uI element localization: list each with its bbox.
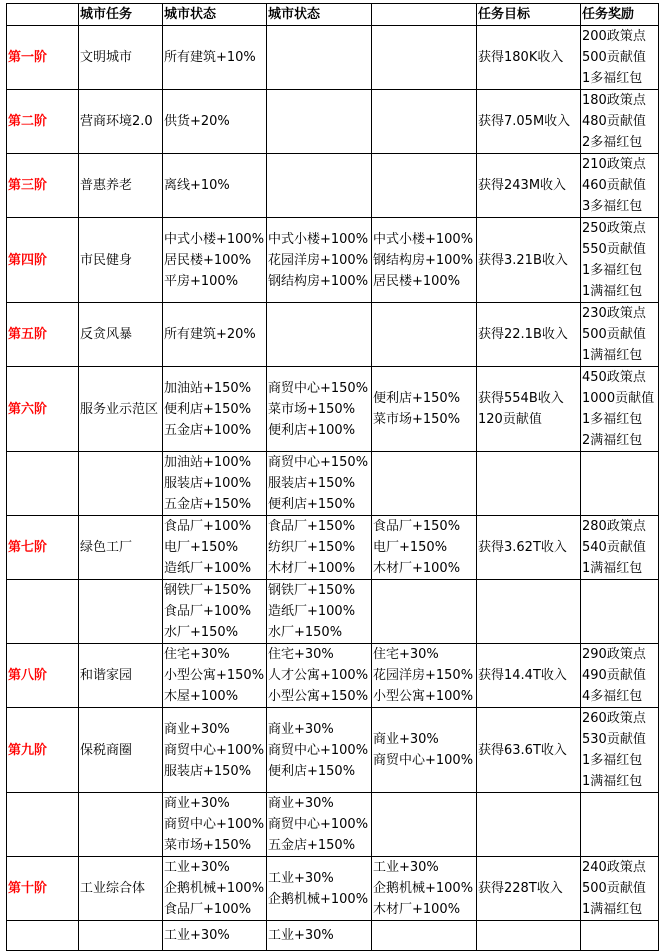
cell-line: 工业+30%: [268, 928, 334, 943]
cell-line: 商业+30%: [164, 796, 230, 811]
cell-line: 获得7.05M收入: [478, 114, 571, 129]
stage-cell: [7, 452, 79, 516]
cell-line: 商业+30%: [164, 721, 230, 737]
table-row: [7, 708, 659, 793]
stage-cell: 第六阶: [7, 367, 79, 452]
cell-line: 水厂+150%: [164, 625, 239, 640]
cell-line: 食品厂+100%: [164, 604, 252, 619]
reward-cell: [581, 580, 659, 644]
header-cell: 城市状态: [267, 4, 372, 26]
cell-line: 中式小楼+100%: [164, 231, 265, 247]
task-cell: 营商环境2.0: [79, 90, 163, 154]
cell-line: 居民楼+100%: [373, 273, 461, 289]
cell-line: 商贸中心+150%: [268, 380, 369, 396]
cell-line: 菜市场+150%: [164, 838, 252, 853]
task-cell: 保税商圈: [79, 708, 163, 793]
cell-line: 获得180K收入: [478, 50, 564, 65]
reward-cell: [581, 218, 659, 303]
stage-cell: 第四阶: [7, 218, 79, 303]
cell-line: 五金店+100%: [164, 422, 252, 438]
status-cell: [163, 218, 267, 303]
cell-line: 服装店+100%: [164, 476, 252, 491]
stage-cell: 第五阶: [7, 303, 79, 367]
table-row: [7, 367, 659, 452]
task-cell: 市民健身: [79, 218, 163, 303]
status-cell: [163, 516, 267, 580]
cell-line: 加油站+150%: [164, 380, 252, 396]
reward-cell: [581, 708, 659, 793]
table-row: [7, 793, 659, 857]
status-cell: [372, 154, 477, 218]
status-cell: [372, 516, 477, 580]
cell-line: 食品厂+150%: [373, 519, 461, 534]
cell-line: 所有建筑+20%: [164, 327, 256, 342]
cell-line: 食品厂+100%: [164, 519, 252, 534]
goal-cell: [477, 154, 581, 218]
cell-line: 造纸厂+100%: [268, 604, 356, 619]
reward-cell: [581, 154, 659, 218]
cell-line: 500贡献值: [582, 50, 646, 65]
cell-line: 1满福红包: [582, 348, 643, 363]
task-cell: 普惠养老: [79, 154, 163, 218]
table-row: [7, 644, 659, 708]
status-cell: [163, 793, 267, 857]
cell-line: 供货+20%: [164, 114, 230, 129]
cell-line: 获得3.62T收入: [478, 540, 567, 555]
task-cell: 绿色工厂: [79, 516, 163, 580]
task-cell: 和谐家园: [79, 644, 163, 708]
cell-line: 便利店+150%: [373, 391, 461, 406]
cell-line: 500贡献值: [582, 881, 646, 896]
table-row: [7, 90, 659, 154]
cell-line: 200政策点: [582, 29, 646, 44]
goal-cell: [477, 90, 581, 154]
table-row: [7, 580, 659, 644]
reward-cell: [581, 857, 659, 921]
reward-cell: [581, 516, 659, 580]
reward-cell: [581, 26, 659, 90]
cell-line: 240政策点: [582, 860, 646, 875]
table-row: [7, 218, 659, 303]
cell-line: 花园洋房+100%: [268, 252, 369, 268]
status-cell: [267, 708, 372, 793]
cell-line: 工业+30%: [373, 860, 439, 875]
cell-line: 花园洋房+150%: [373, 668, 474, 683]
cell-line: 钢铁厂+150%: [268, 583, 356, 598]
goal-cell: [477, 644, 581, 708]
stage-cell: 第二阶: [7, 90, 79, 154]
cell-line: 3多福红包: [582, 199, 643, 214]
cell-line: 获得228T收入: [478, 881, 563, 896]
goal-cell: [477, 857, 581, 921]
cell-line: 纺织厂+150%: [268, 540, 356, 555]
goal-cell: [477, 26, 581, 90]
status-cell: [163, 26, 267, 90]
goal-cell: [477, 452, 581, 516]
cell-line: 260政策点: [582, 711, 646, 726]
status-cell: [267, 793, 372, 857]
cell-line: 所有建筑+10%: [164, 50, 256, 65]
cell-line: 电厂+150%: [164, 540, 239, 555]
cell-line: 180政策点: [582, 93, 646, 108]
cell-line: 离线+10%: [164, 178, 230, 193]
cell-line: 1满福红包: [582, 902, 643, 917]
cell-line: 商贸中心+100%: [268, 817, 369, 832]
goal-cell: [477, 580, 581, 644]
cell-line: 电厂+150%: [373, 540, 448, 555]
cell-line: 木材厂+100%: [373, 561, 461, 576]
task-cell: 工业综合体: [79, 857, 163, 921]
cell-line: 造纸厂+100%: [164, 561, 252, 576]
cell-line: 工业+30%: [164, 928, 230, 943]
status-cell: [372, 580, 477, 644]
stage-reward-table: [6, 3, 659, 951]
task-cell: 文明城市: [79, 26, 163, 90]
status-cell: [372, 644, 477, 708]
cell-line: 450政策点: [582, 370, 646, 385]
cell-line: 菜市场+150%: [373, 412, 461, 427]
header-cell: [372, 4, 477, 26]
cell-line: 住宅+30%: [373, 647, 439, 662]
reward-cell: [581, 90, 659, 154]
cell-line: 460贡献值: [582, 178, 646, 193]
status-cell: [163, 644, 267, 708]
status-cell: [163, 303, 267, 367]
cell-line: 1满福红包: [582, 561, 643, 576]
cell-line: 商贸中心+100%: [268, 742, 369, 758]
cell-line: 小型公寓+150%: [164, 668, 265, 683]
status-cell: [267, 218, 372, 303]
cell-line: 商贸中心+100%: [164, 742, 265, 758]
task-cell: [79, 452, 163, 516]
status-cell: [372, 367, 477, 452]
status-cell: [372, 921, 477, 951]
table-row: [7, 857, 659, 921]
header-cell: [7, 4, 79, 26]
goal-cell: [477, 218, 581, 303]
status-cell: [267, 26, 372, 90]
stage-cell: 第九阶: [7, 708, 79, 793]
status-cell: [372, 452, 477, 516]
task-cell: [79, 921, 163, 951]
cell-line: 获得243M收入: [478, 178, 567, 193]
cell-line: 1满福红包: [582, 774, 643, 789]
reward-cell: [581, 367, 659, 452]
cell-line: 钢铁厂+150%: [164, 583, 252, 598]
cell-line: 木材厂+100%: [268, 561, 356, 576]
cell-line: 500贡献值: [582, 327, 646, 342]
cell-line: 商业+30%: [268, 796, 334, 811]
cell-line: 获得22.1B收入: [478, 327, 568, 342]
header-cell: 任务奖励: [581, 4, 659, 26]
stage-cell: 第十阶: [7, 857, 79, 921]
cell-line: 210政策点: [582, 157, 646, 172]
status-cell: [163, 921, 267, 951]
status-cell: [372, 26, 477, 90]
header-cell: 城市状态: [163, 4, 267, 26]
status-cell: [163, 857, 267, 921]
cell-line: 2满福红包: [582, 433, 643, 448]
status-cell: [372, 793, 477, 857]
cell-line: 1满福红包: [582, 284, 643, 299]
status-cell: [372, 303, 477, 367]
status-cell: [372, 218, 477, 303]
cell-line: 获得554B收入: [478, 391, 564, 406]
status-cell: [267, 154, 372, 218]
table-row: [7, 452, 659, 516]
cell-line: 企鹅机械+100%: [268, 891, 369, 907]
cell-line: 490贡献值: [582, 668, 646, 683]
cell-line: 食品厂+150%: [268, 519, 356, 534]
table-row: [7, 516, 659, 580]
cell-line: 木材厂+100%: [373, 902, 461, 917]
cell-line: 2多福红包: [582, 135, 643, 150]
cell-line: 250政策点: [582, 221, 646, 236]
stage-cell: [7, 921, 79, 951]
cell-line: 1多福红包: [582, 412, 643, 427]
status-cell: [267, 367, 372, 452]
stage-cell: [7, 580, 79, 644]
status-cell: [267, 90, 372, 154]
cell-line: 五金店+150%: [164, 497, 252, 512]
cell-line: 住宅+30%: [268, 647, 334, 662]
cell-line: 菜市场+150%: [268, 401, 356, 417]
cell-line: 便利店+100%: [268, 422, 356, 438]
stage-cell: 第一阶: [7, 26, 79, 90]
cell-line: 120贡献值: [478, 412, 542, 427]
cell-line: 商贸中心+100%: [164, 817, 265, 832]
stage-cell: 第八阶: [7, 644, 79, 708]
reward-cell: [581, 303, 659, 367]
cell-line: 商贸中心+150%: [268, 455, 369, 470]
cell-line: 平房+100%: [164, 273, 239, 289]
cell-line: 1多福红包: [582, 71, 643, 86]
cell-line: 水厂+150%: [268, 625, 343, 640]
status-cell: [372, 90, 477, 154]
cell-line: 290政策点: [582, 647, 646, 662]
cell-line: 企鹅机械+100%: [164, 881, 265, 896]
cell-line: 获得3.21B收入: [478, 252, 568, 268]
cell-line: 540贡献值: [582, 540, 646, 555]
task-cell: [79, 580, 163, 644]
task-cell: 服务业示范区: [79, 367, 163, 452]
cell-line: 便利店+150%: [164, 401, 252, 417]
cell-line: 小型公寓+150%: [268, 689, 369, 704]
goal-cell: [477, 921, 581, 951]
table-row: [7, 921, 659, 951]
table-row: [7, 303, 659, 367]
cell-line: 钢结构房+100%: [268, 273, 369, 289]
cell-line: 1多福红包: [582, 753, 643, 768]
header-cell: 任务目标: [477, 4, 581, 26]
status-cell: [163, 580, 267, 644]
status-cell: [267, 303, 372, 367]
cell-line: 商贸中心+100%: [373, 753, 474, 768]
cell-line: 便利店+150%: [268, 763, 356, 779]
cell-line: 企鹅机械+100%: [373, 881, 474, 896]
cell-line: 工业+30%: [164, 860, 230, 875]
status-cell: [267, 921, 372, 951]
cell-line: 五金店+150%: [268, 838, 356, 853]
task-cell: 反贪风暴: [79, 303, 163, 367]
status-cell: [267, 452, 372, 516]
table-row: [7, 26, 659, 90]
goal-cell: [477, 367, 581, 452]
cell-line: 居民楼+100%: [164, 252, 252, 268]
reward-cell: [581, 452, 659, 516]
status-cell: [163, 367, 267, 452]
cell-line: 获得14.4T收入: [478, 668, 567, 683]
stage-cell: 第七阶: [7, 516, 79, 580]
cell-line: 530贡献值: [582, 732, 646, 747]
cell-line: 钢结构房+100%: [373, 252, 474, 268]
stage-cell: 第三阶: [7, 154, 79, 218]
reward-cell: [581, 793, 659, 857]
status-cell: [163, 708, 267, 793]
goal-cell: [477, 708, 581, 793]
cell-line: 商业+30%: [373, 732, 439, 747]
header-cell: 城市任务: [79, 4, 163, 26]
status-cell: [163, 154, 267, 218]
cell-line: 商业+30%: [268, 721, 334, 737]
cell-line: 小型公寓+100%: [373, 689, 474, 704]
header-row: [7, 4, 659, 26]
stage-cell: [7, 793, 79, 857]
cell-line: 住宅+30%: [164, 647, 230, 662]
status-cell: [163, 452, 267, 516]
status-cell: [267, 580, 372, 644]
cell-line: 人才公寓+100%: [268, 668, 369, 683]
cell-line: 服装店+150%: [164, 763, 252, 779]
cell-line: 1多福红包: [582, 263, 643, 278]
cell-line: 480贡献值: [582, 114, 646, 129]
cell-line: 中式小楼+100%: [373, 231, 474, 247]
goal-cell: [477, 793, 581, 857]
cell-line: 加油站+100%: [164, 455, 252, 470]
cell-line: 食品厂+100%: [164, 902, 252, 917]
goal-cell: [477, 303, 581, 367]
cell-line: 便利店+150%: [268, 497, 356, 512]
status-cell: [372, 708, 477, 793]
task-cell: [79, 793, 163, 857]
goal-cell: [477, 516, 581, 580]
status-cell: [372, 857, 477, 921]
reward-cell: [581, 644, 659, 708]
table-row: [7, 154, 659, 218]
cell-line: 获得63.6T收入: [478, 742, 567, 758]
reward-cell: [581, 921, 659, 951]
status-cell: [163, 90, 267, 154]
status-cell: [267, 857, 372, 921]
cell-line: 工业+30%: [268, 870, 334, 886]
status-cell: [267, 516, 372, 580]
cell-line: 550贡献值: [582, 242, 646, 257]
cell-line: 木屋+100%: [164, 689, 239, 704]
cell-line: 中式小楼+100%: [268, 231, 369, 247]
cell-line: 服装店+150%: [268, 476, 356, 491]
cell-line: 280政策点: [582, 519, 646, 534]
cell-line: 1000贡献值: [582, 391, 655, 406]
status-cell: [267, 644, 372, 708]
cell-line: 230政策点: [582, 306, 646, 321]
cell-line: 4多福红包: [582, 689, 643, 704]
